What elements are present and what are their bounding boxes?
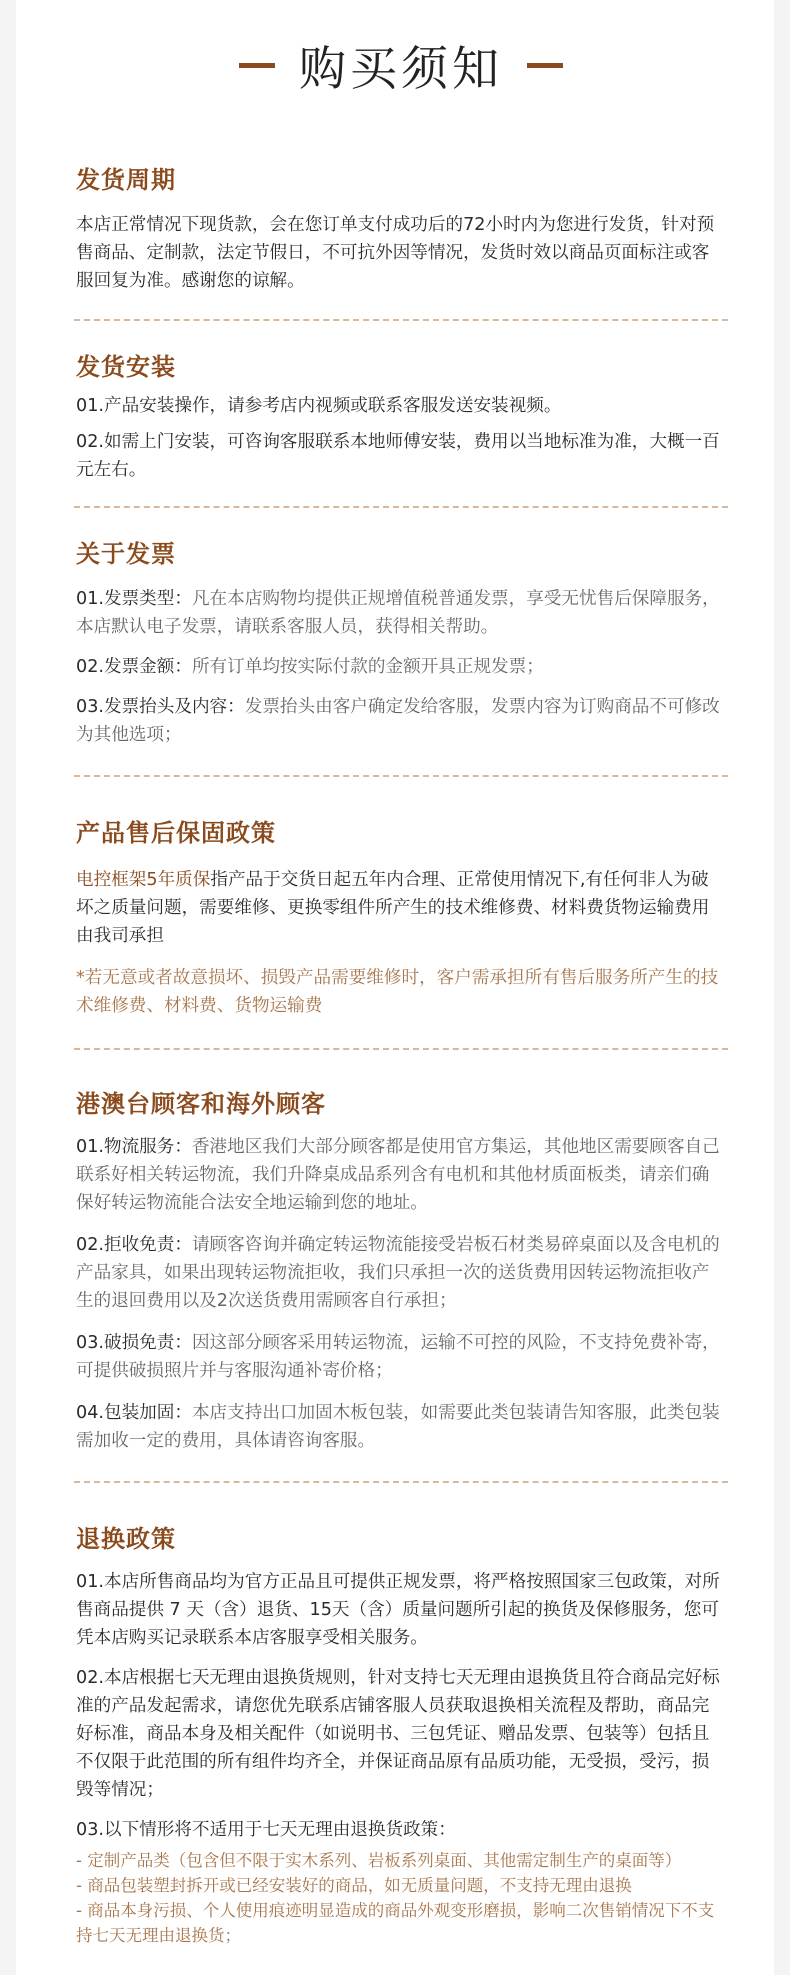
purchase-notice-page <box>16 0 774 1975</box>
overseas-item-4-text: 本店支持出口加固木板包装，如需要此类包装请告知客服，此类包装需加收一定的费用，具体请咨询客服。 <box>76 1403 720 1451</box>
overseas-item-4-label: 04.包装加固： <box>76 1403 192 1423</box>
install-heading: 发货安装 <box>76 353 176 381</box>
overseas-item-2-text: 请顾客咨询并确定转运物流能接受岩板石材类易碎桌面以及含电机的产品家具，如果出现转运物流拒收，我们只承担一次的送货费用因转运物流拒收产生的退回费用以及2次送货费用需顾客自行承担； <box>76 1235 720 1311</box>
overseas-item-3-label: 03.破损免责： <box>76 1333 192 1353</box>
returns-item-1: 01.本店所售商品均为官方正品且可提供正规发票，将严格按照国家三包政策，对所售商品提供 7 天（含）退货、15天（含）质量问题所引起的换货及保修服务，您可凭本店购买记录联系本店客服享受相关服务。 <box>76 1572 720 1648</box>
overseas-item-3 <box>76 1329 726 1385</box>
title-dash-right <box>527 63 563 68</box>
warranty-body: 指产品于交货日起五年内合理、正常使用情况下,有任何非人为破坏之质量问题，需要维修、更换零组件所产生的技术维修费、材料费货物运输费用由我司承担 <box>76 870 710 946</box>
title-dash-left <box>239 63 275 68</box>
returns-exclusion-1: - 定制产品类（包含但不限于实木系列、岩板系列桌面、其他需定制生产的桌面等） <box>76 1851 682 1870</box>
invoice-item-1-text: 凡在本店购物均提供正规增值税普通发票，享受无忧售后保障服务，本店默认电子发票，请联系客服人员，获得相关帮助。 <box>76 589 720 637</box>
section-ship-cycle <box>76 126 726 295</box>
section-install <box>76 321 726 484</box>
warranty-highlight: 电控框架5年质保 <box>76 870 211 890</box>
invoice-item-1 <box>76 585 726 641</box>
warranty-text <box>76 866 726 950</box>
returns-exclusion-3: - 商品本身污损、个人使用痕迹明显造成的商品外观变形磨损，影响二次售销情况下不支持七天无理由退换货； <box>76 1901 715 1945</box>
section-returns <box>76 1483 726 1948</box>
overseas-item-2-label: 02.拒收免责： <box>76 1235 192 1255</box>
install-item-1: 01.产品安装操作，请参考店内视频或联系客服发送安装视频。 <box>76 396 562 416</box>
invoice-item-3-text: 发票抬头由客户确定发给客服，发票内容为订购商品不可修改为其他选项； <box>76 697 720 745</box>
warranty-note: *若无意或者故意损坏、损毁产品需要维修时，客户需承担所有售后服务所产生的技术维修费、材料费、货物运输费 <box>76 968 719 1016</box>
returns-item-2: 02.本店根据七天无理由退换货规则，针对支持七天无理由退换货且符合商品完好标准的产品发起需求，请您优先联系店铺客服人员获取退换相关流程及帮助，商品完好标准，商品本身及相关配件（如说明书、三包凭证、赠品发票、包装等）包括且不仅限于此范围的所有组件均齐全，并保证商品原有品质功能，无受损，受污，损毁等情况； <box>76 1668 720 1800</box>
invoice-item-1-label: 01.发票类型： <box>76 589 192 609</box>
section-invoice <box>76 508 726 749</box>
page-title: 购买须知 <box>299 41 503 97</box>
overseas-item-1-label: 01.物流服务： <box>76 1137 192 1157</box>
page-title-row <box>76 0 726 126</box>
returns-item-3: 03.以下情形将不适用于七天无理由退换货政策： <box>76 1820 456 1840</box>
ship-cycle-heading: 发货周期 <box>76 166 176 194</box>
invoice-item-2 <box>76 653 726 681</box>
ship-cycle-text: 本店正常情况下现货款，会在您订单支付成功后的72小时内为您进行发货，针对预售商品、定制款，法定节假日，不可抗外因等情况，发货时效以商品页面标注或客服回复为准。感谢您的谅解。 <box>76 215 715 291</box>
section-overseas <box>76 1050 726 1455</box>
invoice-item-3 <box>76 693 726 749</box>
returns-heading: 退换政策 <box>76 1525 176 1553</box>
invoice-item-2-text: 所有订单均按实际付款的金额开具正规发票； <box>191 657 544 677</box>
overseas-item-1 <box>76 1133 726 1217</box>
overseas-item-1-text: 香港地区我们大部分顾客都是使用官方集运，其他地区需要顾客自己联系好相关转运物流，我们升降桌成品系列含有电机和其他材质面板类，请亲们确保好转运物流能合法安全地运输到您的地址。 <box>76 1137 720 1213</box>
overseas-item-3-text: 因这部分顾客采用转运物流，运输不可控的风险，不支持免费补寄，可提供破损照片并与客服沟通补寄价格； <box>76 1333 720 1381</box>
invoice-item-3-label: 03.发票抬头及内容： <box>76 697 245 717</box>
overseas-item-4 <box>76 1399 726 1455</box>
warranty-heading: 产品售后保固政策 <box>76 819 276 847</box>
section-warranty <box>76 777 726 1020</box>
returns-exclusion-2: - 商品包装塑封拆开或已经安装好的商品，如无质量问题，不支持无理由退换 <box>76 1876 632 1895</box>
invoice-item-2-label: 02.发票金额： <box>76 657 192 677</box>
invoice-heading: 关于发票 <box>76 540 176 568</box>
install-item-2: 02.如需上门安装，可咨询客服联系本地师傅安装，费用以当地标准为准，大概一百元左右。 <box>76 432 720 480</box>
overseas-heading: 港澳台顾客和海外顾客 <box>76 1090 326 1118</box>
overseas-item-2 <box>76 1231 726 1315</box>
